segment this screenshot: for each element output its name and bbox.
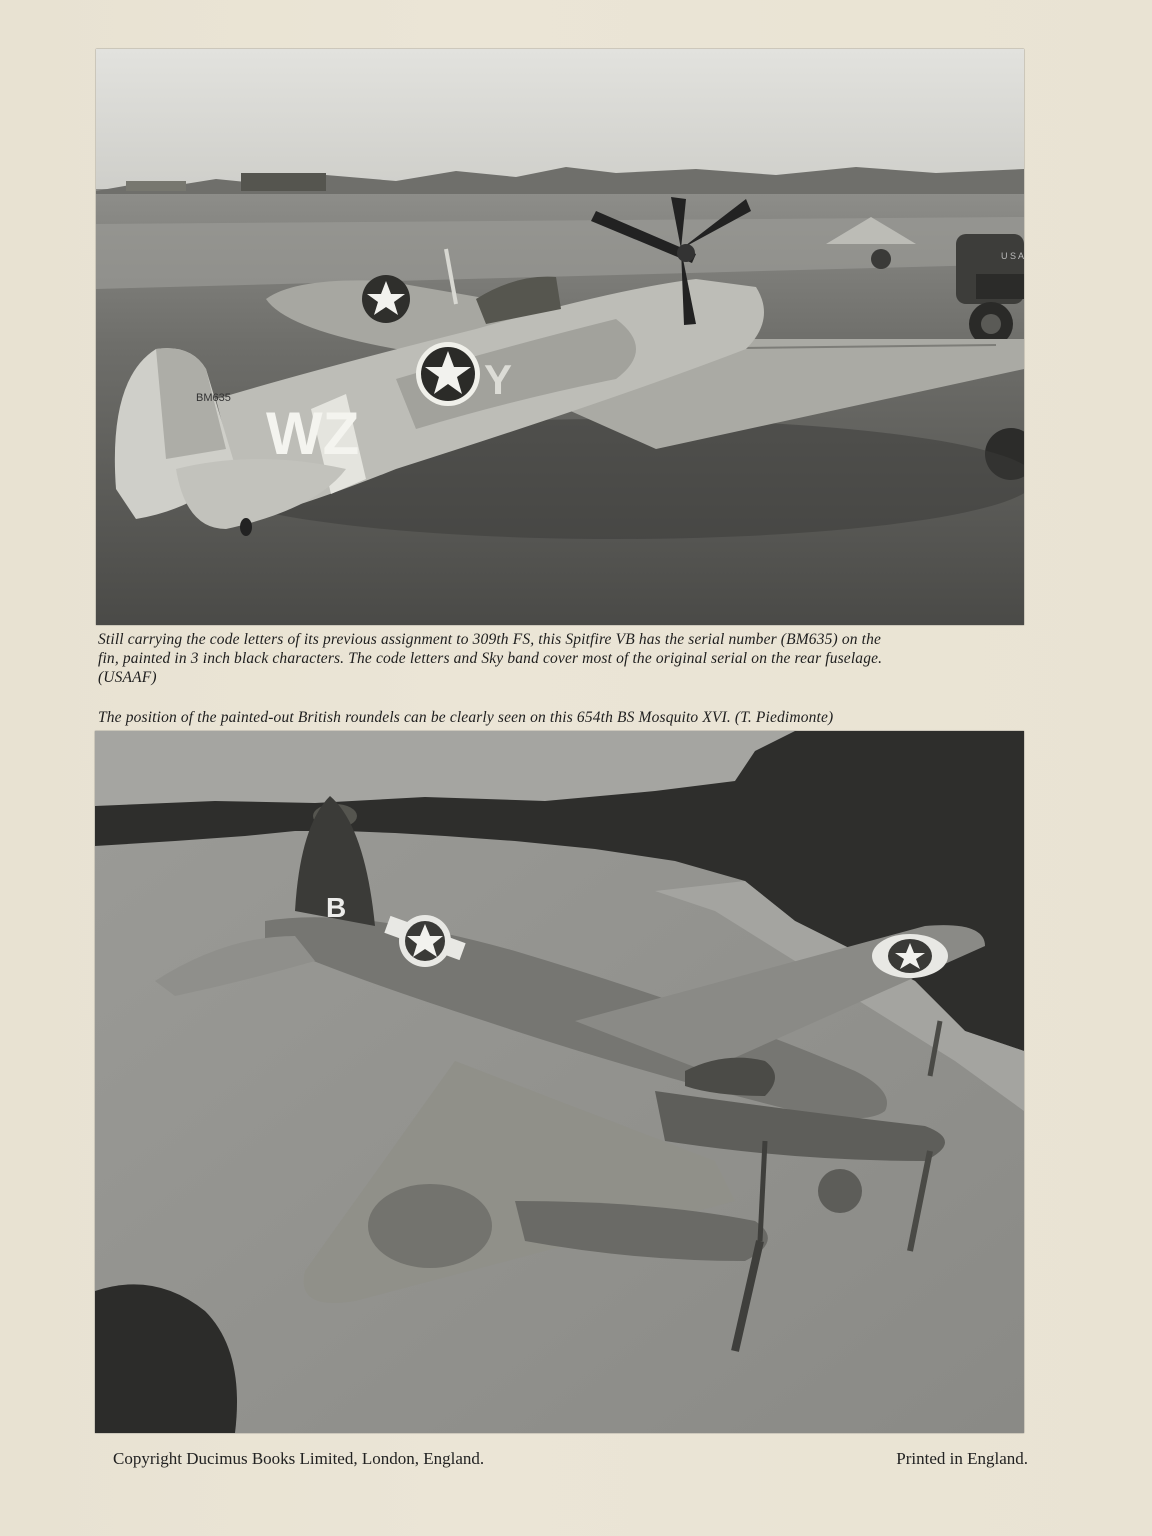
caption-line: fin, painted in 3 inch black characters. The code letters and Sky band cover most of the original serial on the rear fuselage. xyxy=(98,650,883,667)
caption-line: (USAAF) xyxy=(98,669,157,686)
fuselage-star-insignia xyxy=(416,342,480,406)
copyright-footer: Copyright Ducimus Books Limited, London, England. xyxy=(113,1449,485,1468)
mosquito-photo xyxy=(95,731,1024,1433)
fin-letter-text: B xyxy=(326,892,347,923)
roundel-side-letter: Y xyxy=(484,356,513,403)
fin-serial-text: BM635 xyxy=(196,392,231,404)
mosquito-caption: The position of the painted-out British roundels can be clearly seen on this 654th BS Mosquito XVI. (T. Piedimonte) xyxy=(98,709,834,726)
wing-star-insignia xyxy=(362,275,410,323)
caption-line: Still carrying the code letters of its previous assignment to 309th FS, this Spitfire VB has the serial number (BM635) on the xyxy=(98,631,882,648)
fuselage-code-letters: WZ xyxy=(266,400,360,467)
spitfire-photo xyxy=(96,49,1024,625)
spitfire-caption xyxy=(98,630,1028,687)
printed-footer: Printed in England. xyxy=(896,1449,1028,1468)
far-wing-star-insignia xyxy=(872,934,948,978)
truck-marking-text: U S A xyxy=(1001,251,1024,261)
